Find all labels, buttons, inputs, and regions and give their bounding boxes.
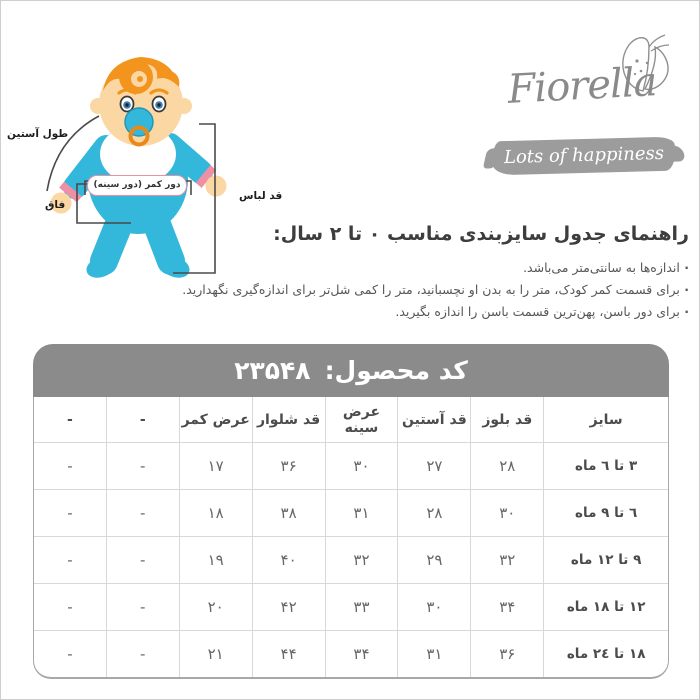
measurement-cell: - <box>106 443 179 490</box>
brand-logo <box>479 27 689 182</box>
size-table-wrap <box>33 397 669 679</box>
size-label-cell: ۳ تا ٦ ماه <box>544 443 668 490</box>
measurement-cell: - <box>106 631 179 678</box>
guide-bullet: · برای دور باسن، پهن‌ترین قسمت باسن را اندازه بگیرید. <box>49 301 689 323</box>
size-row <box>34 537 668 584</box>
size-row <box>34 443 668 490</box>
measurement-cell: - <box>34 537 106 584</box>
measurement-cell: - <box>34 443 106 490</box>
size-table-body <box>34 397 668 677</box>
measurement-cell: ۳۴ <box>325 631 398 678</box>
column-header: قد شلوار <box>252 397 325 443</box>
column-header: عرض سینه <box>325 397 398 443</box>
measurement-cell: ۱۸ <box>179 490 252 537</box>
size-label-cell: ٦ تا ۹ ماه <box>544 490 668 537</box>
column-header: قد بلوز <box>471 397 544 443</box>
measurement-cell: ۲۰ <box>179 584 252 631</box>
measurement-cell: ۳۲ <box>325 537 398 584</box>
measurement-cell: ۱۷ <box>179 443 252 490</box>
guide-bullet: · برای قسمت کمر کودک، متر را به بدن او نچسبانید، متر را کمی شل‌تر برای اندازه‌گیری نگهدارید. <box>49 279 689 301</box>
header-row <box>34 397 668 443</box>
product-code-value: ۲۳۵۴۸ <box>234 356 311 385</box>
product-code-bar <box>33 344 669 397</box>
measurement-cell: - <box>106 490 179 537</box>
waist-chest-label: دور کمر (دور سینه) <box>87 175 187 196</box>
sleeve-length-label: طول آستین <box>7 128 69 140</box>
measurement-cell: ۱۹ <box>179 537 252 584</box>
measurement-cell: - <box>34 584 106 631</box>
measurement-cell: ۲۸ <box>398 490 471 537</box>
size-label-cell: ۹ تا ۱۲ ماه <box>544 537 668 584</box>
guide-heading: راهنمای جدول سایزبندی مناسب ۰ تا ۲ سال: <box>273 223 689 245</box>
size-row <box>34 490 668 537</box>
measurement-cell: ۴۴ <box>252 631 325 678</box>
brand-tagline-banner <box>493 137 676 176</box>
column-header: سایز <box>544 397 668 443</box>
column-header: عرض کمر <box>179 397 252 443</box>
size-label-cell: ۱۲ تا ۱۸ ماه <box>544 584 668 631</box>
size-row <box>34 584 668 631</box>
measurement-cell: ۲۱ <box>179 631 252 678</box>
measurement-cell: - <box>106 537 179 584</box>
column-header: قد آستین <box>398 397 471 443</box>
measurement-cell: ۳۶ <box>471 631 544 678</box>
measurement-cell: - <box>34 631 106 678</box>
sizing-guide-text <box>49 223 689 323</box>
measurement-cell: ۴۲ <box>252 584 325 631</box>
measurement-cell: ۳۶ <box>252 443 325 490</box>
brand-tagline: Lots of happiness <box>503 142 665 169</box>
size-card <box>33 344 669 679</box>
column-header: - <box>34 397 106 443</box>
measurement-cell: ۲۷ <box>398 443 471 490</box>
measurement-cell: ۳۲ <box>471 537 544 584</box>
measurement-cell: ۲۸ <box>471 443 544 490</box>
size-table <box>34 397 668 677</box>
measurement-cell: ۳۰ <box>398 584 471 631</box>
brand-name: Fiorella <box>506 59 658 113</box>
measurement-cell: ۳۳ <box>325 584 398 631</box>
garment-length-label: قد لباس <box>239 190 283 202</box>
measurement-cell: ۳۱ <box>398 631 471 678</box>
measurement-cell: - <box>34 490 106 537</box>
measurement-cell: - <box>106 584 179 631</box>
size-label-cell: ۱۸ تا ۲٤ ماه <box>544 631 668 678</box>
measurement-cell: ۳۸ <box>252 490 325 537</box>
crotch-label: فاق <box>45 199 66 211</box>
guide-bullet: · اندازه‌ها به سانتی‌متر می‌باشد. <box>49 257 689 279</box>
measurement-cell: ۳۰ <box>471 490 544 537</box>
measurement-cell: ۴۰ <box>252 537 325 584</box>
product-code-label: کد محصول: <box>324 356 468 385</box>
measurement-cell: ۳۱ <box>325 490 398 537</box>
column-header: - <box>106 397 179 443</box>
measurement-cell: ۳۰ <box>325 443 398 490</box>
size-row <box>34 631 668 678</box>
measurement-cell: ۲۹ <box>398 537 471 584</box>
measurement-cell: ۳۴ <box>471 584 544 631</box>
